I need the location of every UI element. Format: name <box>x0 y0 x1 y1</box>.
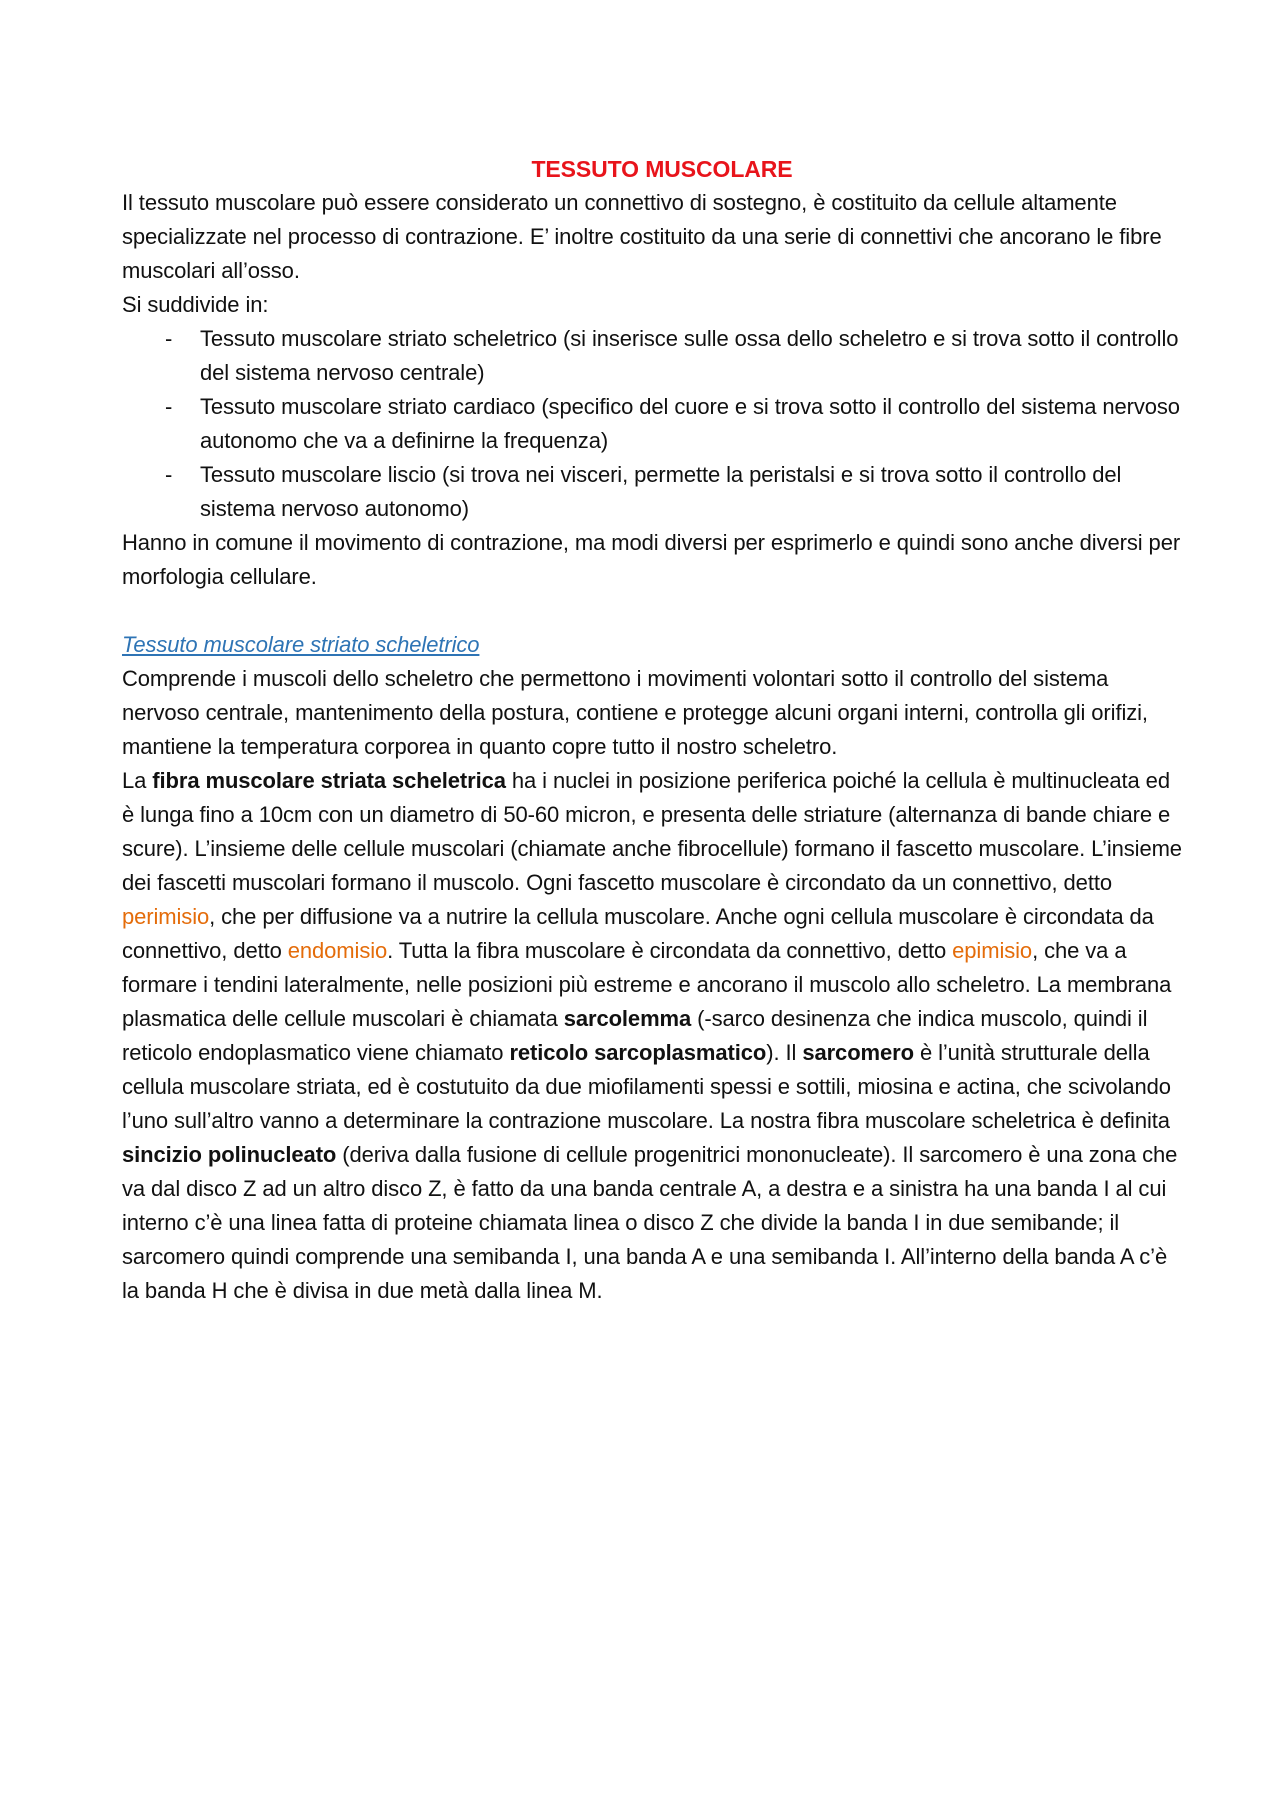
tissue-type-list <box>122 322 1182 526</box>
term-endomisio: endomisio <box>287 938 388 963</box>
list-item <box>122 458 1182 526</box>
list-dash: - <box>165 394 173 419</box>
bold-term-fibra: fibra muscolare striata scheletrica <box>152 768 506 793</box>
section-paragraph-1: Comprende i muscoli dello scheletro che permettono i movimenti volontari sotto il controllo del sistema nervoso centrale, mantenimento della postura, contiene e protegge alcuni organi interni, controlla gli orifizi, mantiene la temperatura corporea in quanto copre tutto il nostro scheletro. <box>122 666 1148 759</box>
document-title: TESSUTO MUSCOLARE <box>531 156 793 182</box>
term-epimisio: epimisio <box>952 938 1033 963</box>
blank-line <box>122 594 1182 628</box>
text-run: La <box>122 768 153 793</box>
bold-term-sarcomero: sarcomero <box>802 1040 914 1065</box>
list-item <box>122 390 1182 458</box>
text-run: , che va a formare i tendini lateralmente, nelle posizioni più estreme e ancorano il muscolo allo scheletro. La membrana plasmatica delle cellule muscolari è chiamata <box>122 938 1172 1031</box>
text-run: ha i nuclei in posizione periferica poiché la cellula è multinucleata ed è lunga fino a 10cm con un diametro di 50-60 micron, e presenta delle striature (alternanza di bande chiare e scure). L’insieme delle cellule muscolari (chiamate anche fibrocellule) formano il fascetto muscolare. L’insieme dei fascetti muscolari formano il muscolo. Ogni fascetto muscolare è circondato da un connettivo, detto <box>122 768 1182 895</box>
list-dash: - <box>165 462 173 487</box>
bold-term-sincizio: sincizio polinucleato <box>122 1142 337 1167</box>
list-item-text: Tessuto muscolare liscio (si trova nei visceri, permette la peristalsi e si trova sotto il controllo del sistema nervoso autonomo) <box>200 462 1122 521</box>
term-perimisio: perimisio <box>122 904 210 929</box>
text-run: è l’unità strutturale della cellula muscolare striata, ed è costutuito da due miofilamenti spessi e sottili, miosina e actina, che scivolando l’uno sull’altro vanno a determinare la contrazione muscolare. La nostra fibra muscolare scheletrica è definita <box>122 1040 1171 1133</box>
section-title: Tessuto muscolare striato scheletrico <box>122 632 480 657</box>
bold-term-reticolo: reticolo sarcoplasmatico <box>509 1040 767 1065</box>
text-run: , che per diffusione va a nutrire la cellula muscolare. Anche ogni cellula muscolare è circondata da connettivo, detto <box>122 904 1154 963</box>
intro-paragraph: Il tessuto muscolare può essere considerato un connettivo di sostegno, è costituito da cellule altamente specializzate nel processo di contrazione. E’ inoltre costituito da una serie di connettivi che ancorano le fibre muscolari all’osso. <box>122 190 1162 283</box>
list-dash: - <box>165 326 173 351</box>
list-item-text: Tessuto muscolare striato scheletrico (si inserisce sulle ossa dello scheletro e si trova sotto il controllo del sistema nervoso centrale) <box>200 326 1179 385</box>
list-item-text: Tessuto muscolare striato cardiaco (specifico del cuore e si trova sotto il controllo del sistema nervoso autonomo che va a definirne la frequenza) <box>200 394 1180 453</box>
list-item <box>122 322 1182 390</box>
document-page <box>122 152 1182 1308</box>
bold-term-sarcolemma: sarcolemma <box>563 1006 692 1031</box>
text-run: . Tutta la fibra muscolare è circondata da connettivo, detto <box>387 938 953 963</box>
subdivide-label: Si suddivide in: <box>122 292 269 317</box>
text-run: (-sarco desinenza che indica muscolo, quindi il reticolo endoplasmatico viene chiamato <box>122 1006 1148 1065</box>
common-paragraph: Hanno in comune il movimento di contrazione, ma modi diversi per esprimerlo e quindi sono anche diversi per morfologia cellulare. <box>122 530 1181 589</box>
text-run: ). Il <box>766 1040 803 1065</box>
section-paragraph-2 <box>122 764 1182 1308</box>
text-run: (deriva dalla fusione di cellule progenitrici mononucleate). Il sarcomero è una zona che va dal disco Z ad un altro disco Z, è fatto da una banda centrale A, a destra e a sinistra ha una banda I al cui interno c’è una linea fatta di proteine chiamata linea o disco Z che divide la banda I in due semibande; il sarcomero quindi comprende una semibanda I, una banda A e una semibanda I. All’interno della banda A c’è la banda H che è divisa in due metà dalla linea M. <box>122 1142 1178 1303</box>
